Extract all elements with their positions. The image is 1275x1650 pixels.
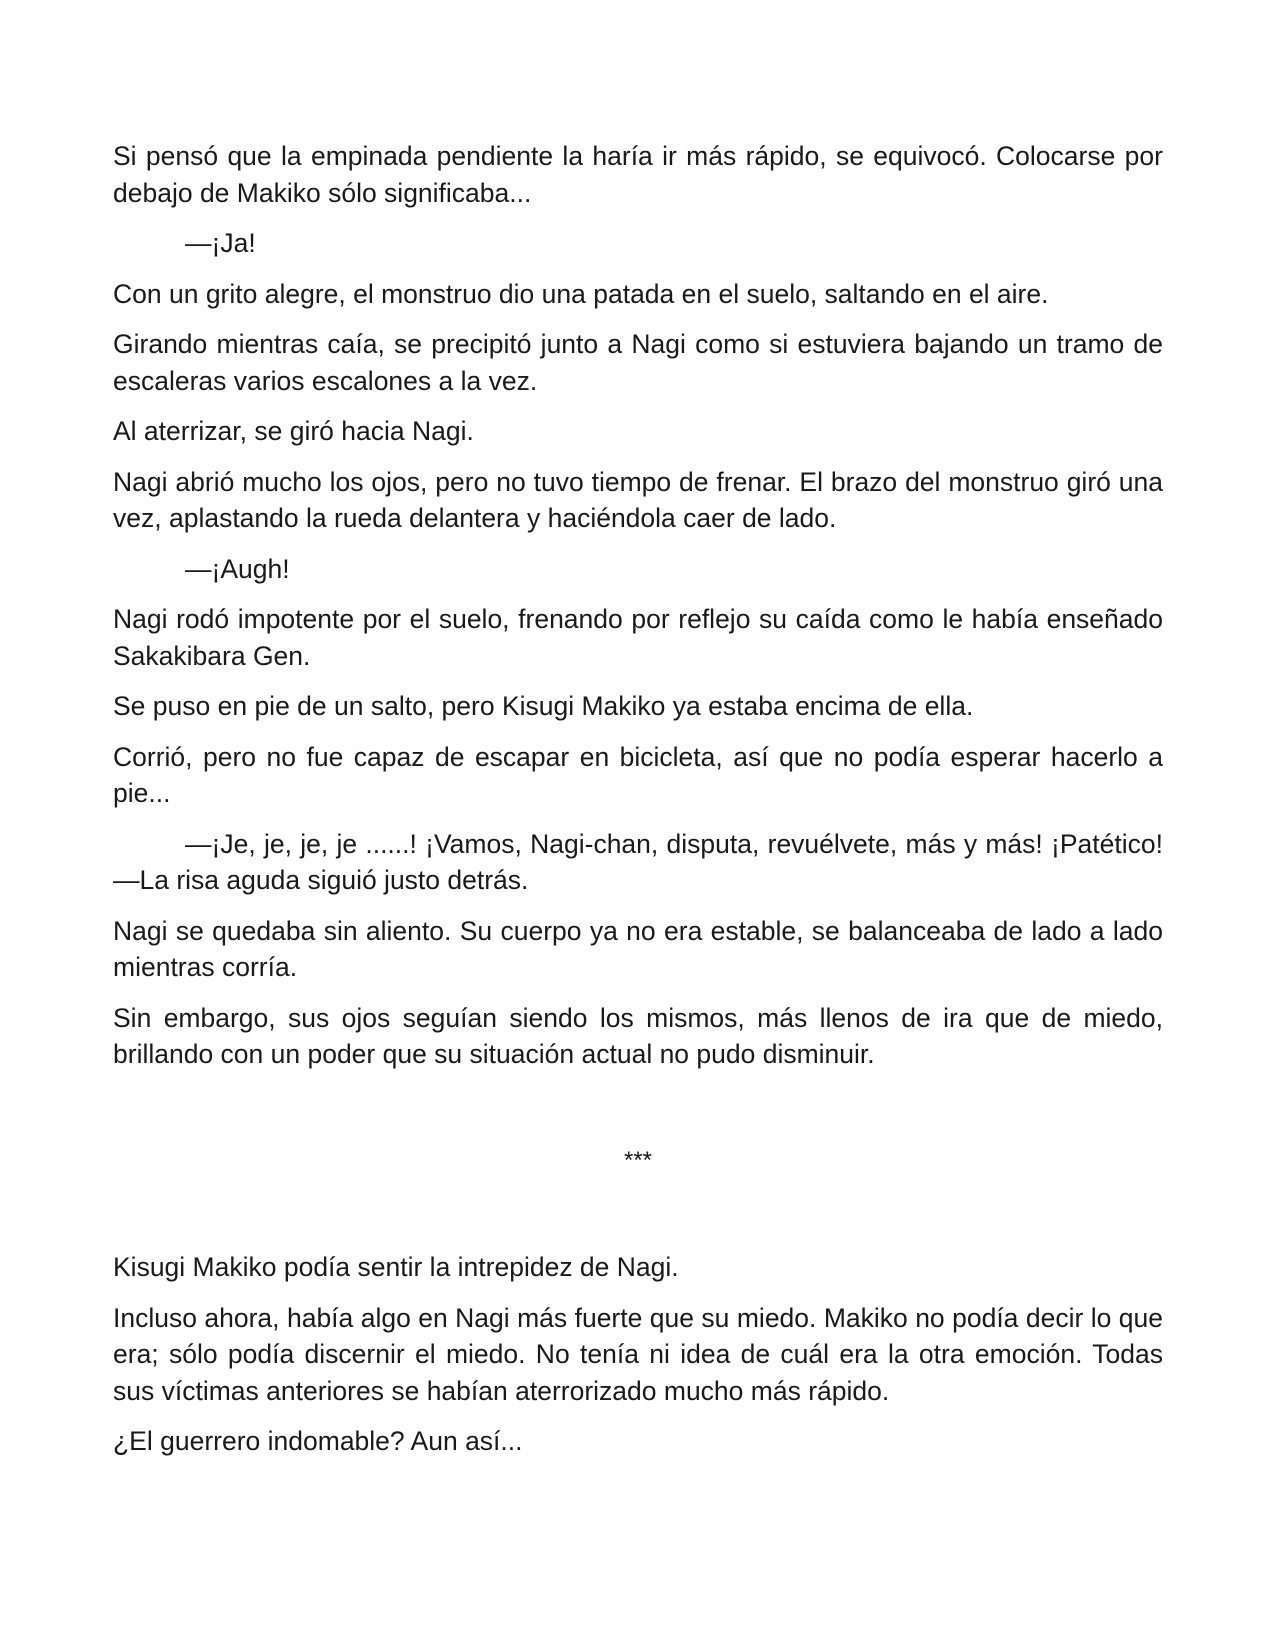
- paragraph: Si pensó que la empinada pendiente la haría ir más rápido, se equivocó. Colocarse por debajo de Makiko sólo significaba...: [113, 141, 1163, 208]
- paragraph: Sin embargo, sus ojos seguían siendo los mismos, más llenos de ira que de miedo, brillando con un poder que su situación actual no pudo disminuir.: [113, 1002, 1163, 1069]
- paragraph: ¿El guerrero indomable? Aun así...: [113, 1426, 523, 1456]
- paragraph: Con un grito alegre, el monstruo dio una patada en el suelo, saltando en el aire.: [113, 278, 1049, 309]
- paragraph: Nagi abrió mucho los ojos, pero no tuvo tiempo de frenar. El brazo del monstruo giró una vez, aplastando la rueda delantera y haciéndola caer de lado.: [113, 466, 1163, 533]
- paragraph: Girando mientras caía, se precipitó junto a Nagi como si estuviera bajando un tramo de escaleras varios escalones a la vez.: [113, 329, 1163, 396]
- dialog-line: —¡Ja!: [185, 228, 256, 258]
- paragraph: Nagi se quedaba sin aliento. Su cuerpo ya no era estable, se balanceaba de lado a lado mientras corría.: [113, 915, 1163, 982]
- document-page: [113, 138, 1163, 1474]
- dialog-line: —¡Je, je, je, je ......! ¡Vamos, Nagi-chan, disputa, revuélvete, más y más! ¡Patético! —La risa aguda siguió justo detrás.: [113, 828, 1163, 895]
- paragraph: Incluso ahora, había algo en Nagi más fuerte que su miedo. Makiko no podía decir lo que era; sólo podía discernir el miedo. No tenía ni idea de cuál era la otra emoción. Todas sus víctimas anteriores se habían aterrorizado mucho más rápido.: [113, 1302, 1163, 1406]
- paragraph: Nagi rodó impotente por el suelo, frenando por reflejo su caída como le había enseñado Sakakibara Gen.: [113, 604, 1163, 671]
- paragraph: Corrió, pero no fue capaz de escapar en bicicleta, así que no podía esperar hacerlo a pie...: [113, 741, 1163, 808]
- paragraph: Kisugi Makiko podía sentir la intrepidez de Nagi.: [113, 1252, 679, 1282]
- paragraph: Se puso en pie de un salto, pero Kisugi Makiko ya estaba encima de ella.: [113, 691, 974, 721]
- paragraph: Al aterrizar, se giró hacia Nagi.: [113, 416, 474, 446]
- dialog-line: —¡Augh!: [185, 553, 290, 584]
- scene-separator: ***: [623, 1146, 653, 1174]
